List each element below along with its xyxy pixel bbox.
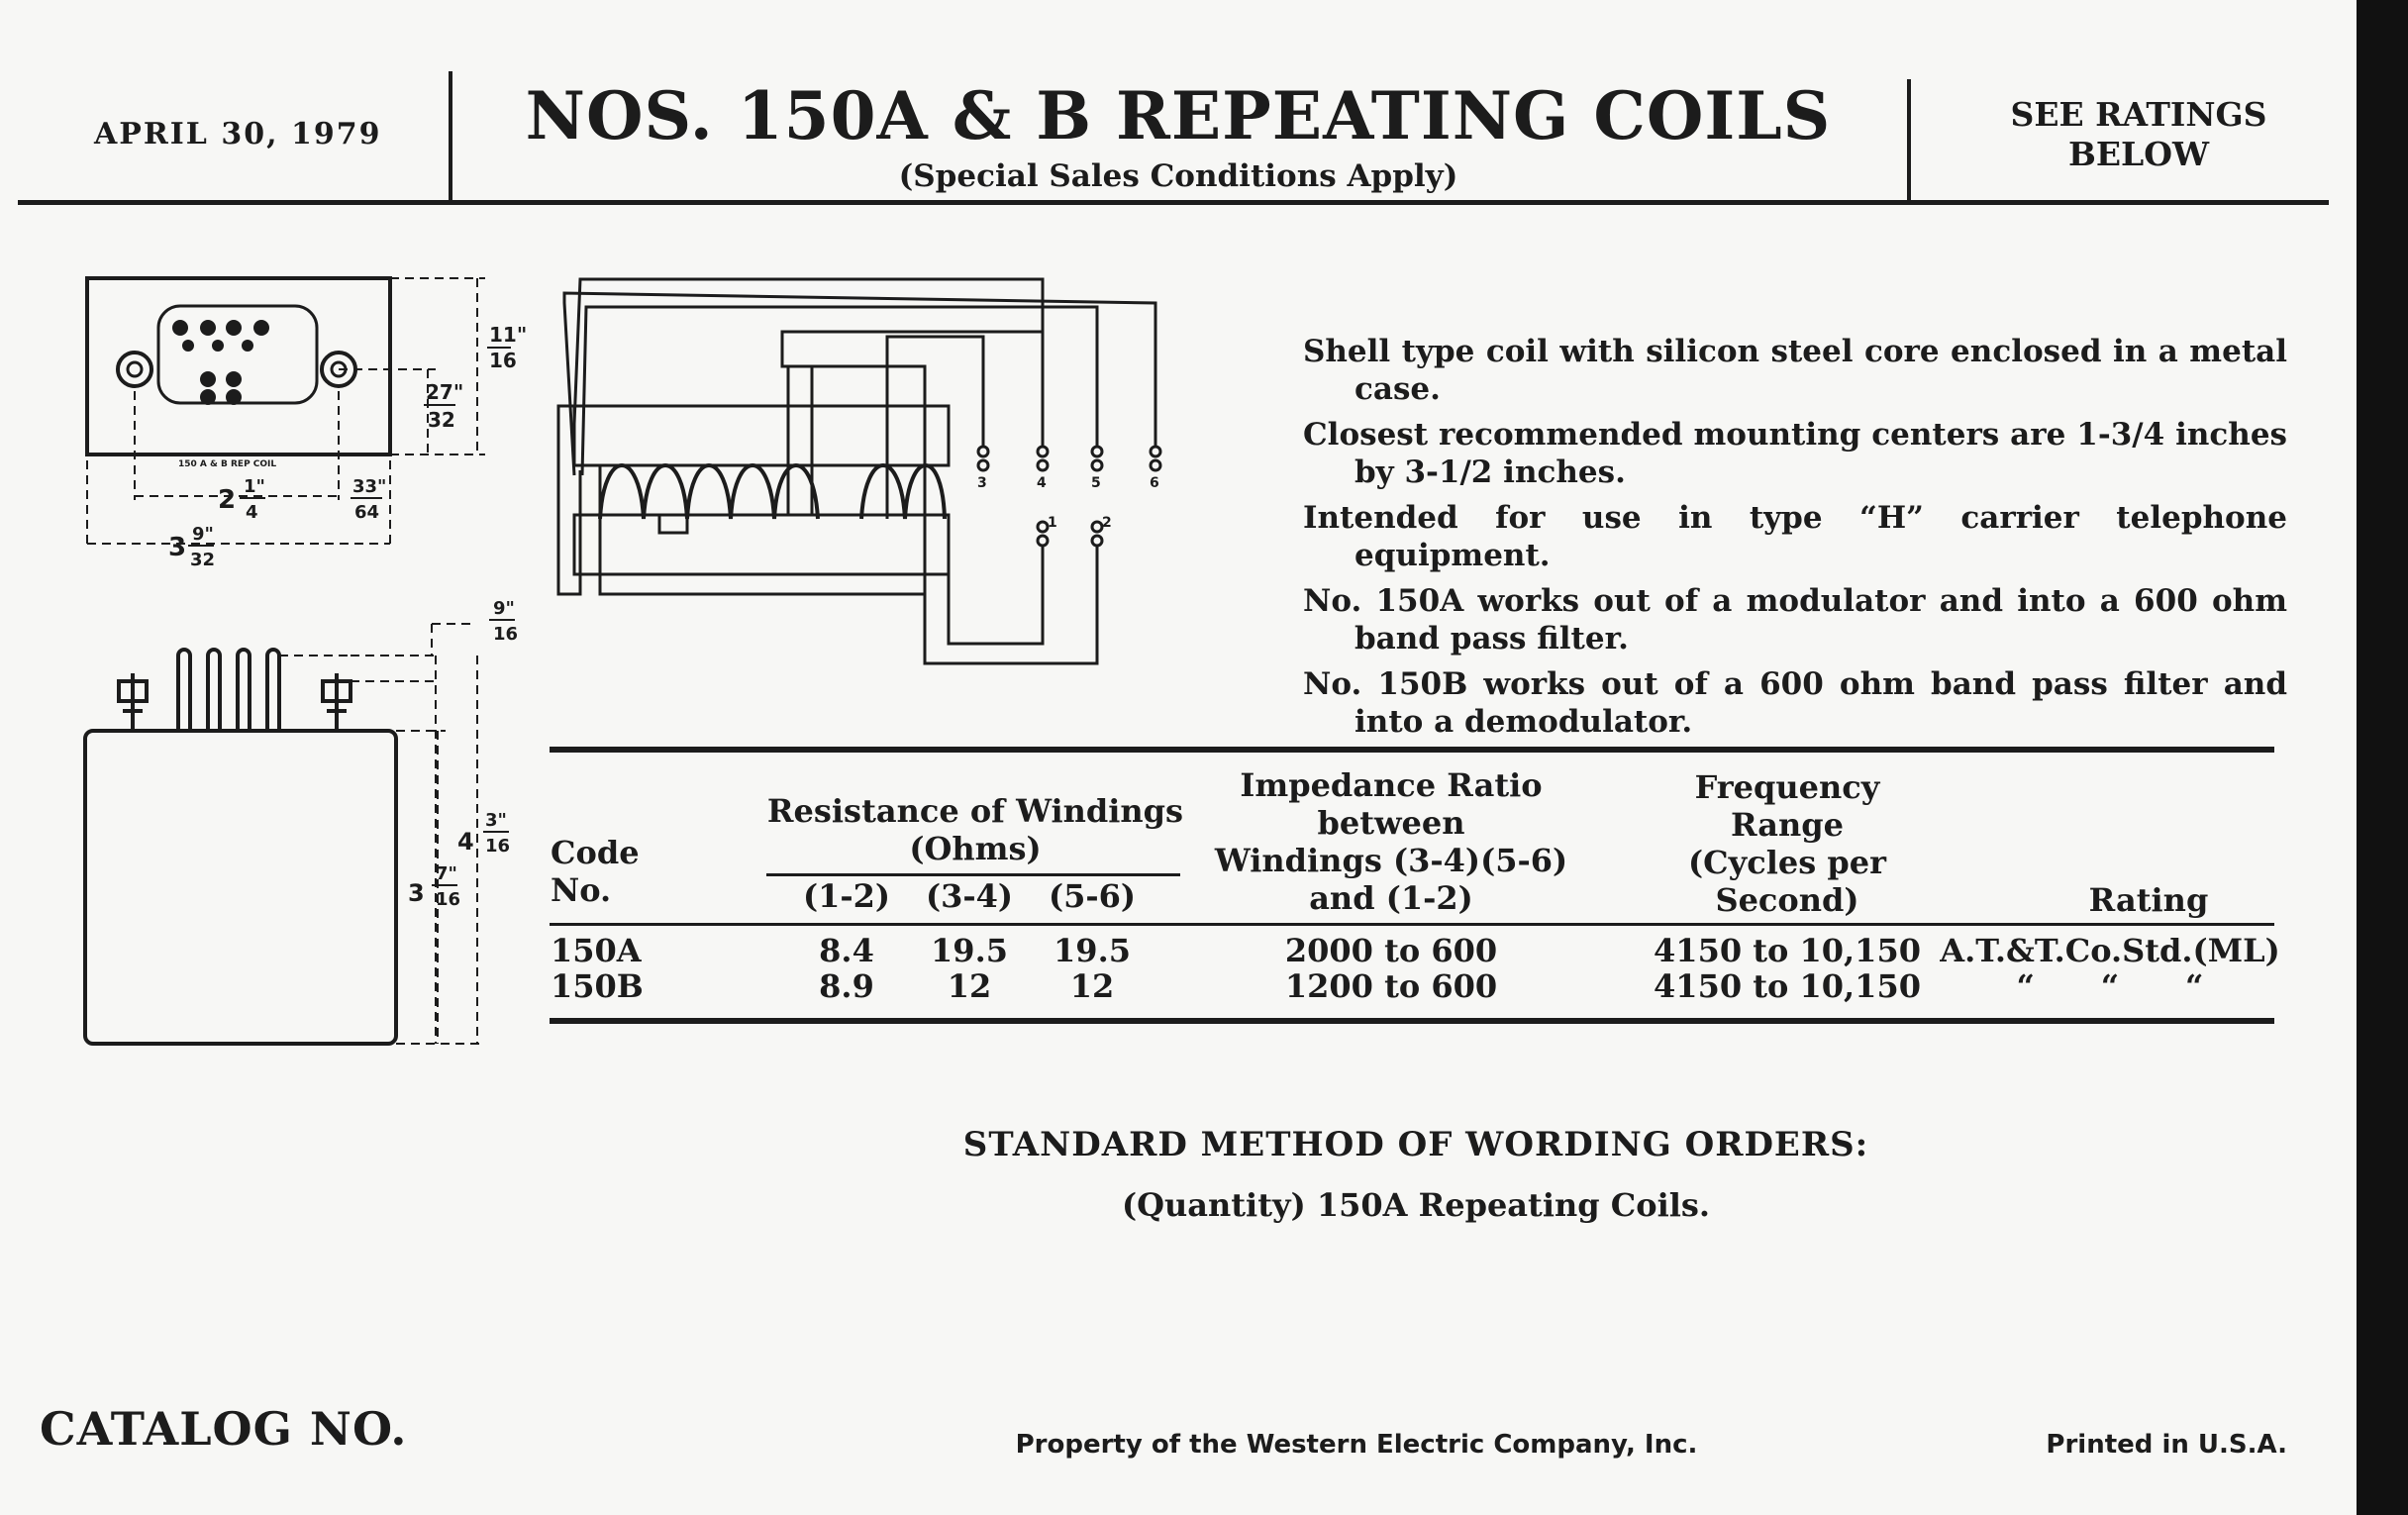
ordering-heading: STANDARD METHOD OF WORDING ORDERS:: [962, 1125, 1869, 1164]
lead-wire-2: [925, 545, 1097, 663]
row-rating: A.T.&T.Co.Std.(ML): [1940, 932, 2280, 969]
description-paragraph: No. 150A works out of a modulator and into a 600 ohm band pass filter.: [1303, 583, 2287, 656]
top-view-drawing: [69, 262, 535, 579]
svg-text:33": 33": [352, 476, 387, 497]
frequency-header: [1644, 768, 1931, 919]
svg-text:3": 3": [485, 810, 507, 831]
side-stud-right: [323, 673, 351, 731]
core-upper: [574, 406, 949, 465]
ordering-example: (Quantity) 150A Repeating Coils.: [1121, 1186, 1711, 1224]
row-frequency: 4150 to 10,150: [1654, 932, 1921, 969]
svg-text:16: 16: [489, 349, 517, 372]
scan-edge: [2357, 0, 2408, 1515]
row-r56: 12: [1069, 967, 1115, 1005]
code-header: [551, 834, 640, 909]
printed-notice: Printed in U.S.A.: [2046, 1430, 2287, 1460]
lead-wire-4: [574, 279, 1043, 446]
row-impedance: 2000 to 600: [1284, 932, 1498, 969]
terminal-label-5: 5: [1091, 475, 1101, 491]
dim-3-7-16: [408, 863, 460, 910]
core-frame: [558, 406, 580, 594]
frequency-header-line: Frequency: [1694, 768, 1880, 806]
date-label: APRIL 30, 1979: [94, 117, 382, 152]
svg-text:16: 16: [436, 889, 461, 910]
table-top-rule: [550, 747, 2274, 753]
mounting-stud-left: [118, 353, 151, 386]
lead-wire-6: [564, 293, 1155, 475]
impedance-header: [1208, 766, 1574, 917]
svg-text:32: 32: [428, 408, 455, 432]
impedance-header-line: Impedance Ratio: [1240, 766, 1543, 804]
description-paragraph: Intended for use in type “H” carrier telephone equipment.: [1303, 500, 2287, 573]
svg-text:4: 4: [457, 828, 474, 856]
svg-text:3: 3: [168, 533, 187, 562]
description-paragraph: Shell type coil with silicon steel core enclosed in a metal case.: [1303, 334, 2287, 407]
winding-coil-1: [600, 465, 818, 519]
page-subtitle: (Special Sales Conditions Apply): [898, 158, 1458, 194]
svg-text:27": 27": [426, 380, 464, 404]
header-rule: [18, 200, 2329, 205]
core-clamp: [659, 515, 687, 533]
resistance-header-line-2: (Ohms): [909, 830, 1042, 867]
row-r34: 19.5: [931, 932, 1008, 969]
row-r12: 8.4: [819, 932, 874, 969]
winding-coil-2: [861, 465, 945, 519]
code-header-line-1: Code: [551, 834, 640, 871]
dim-2-1-4: [218, 476, 265, 523]
dim-27-32: [424, 380, 463, 432]
property-notice: Property of the Western Electric Company, Inc.: [1015, 1430, 1698, 1460]
core-lower: [574, 515, 949, 574]
rating-header: Rating: [2088, 881, 2209, 919]
terminal-pins: [178, 650, 279, 731]
svg-text:9": 9": [493, 598, 515, 619]
terminal-label-6: 6: [1150, 475, 1159, 491]
svg-text:4: 4: [246, 502, 258, 523]
table-header-rule: [550, 923, 2274, 926]
res-col-2-header: (3-4): [925, 877, 1014, 915]
terminal-posts: [978, 447, 1160, 546]
dim-3-9-32: [168, 524, 215, 570]
side-view-case: [85, 731, 396, 1044]
table-bottom-rule: [550, 1018, 2274, 1024]
row-impedance: 1200 to 600: [1284, 967, 1498, 1005]
header-divider-right: [1907, 79, 1911, 204]
description-paragraph: No. 150B works out of a 600 ohm band pass filter and into a demodulator.: [1303, 666, 2287, 740]
row-rating: “ “ “: [2016, 967, 2204, 1005]
side-view-drawing: [69, 594, 535, 1060]
row-frequency: 4150 to 10,150: [1654, 967, 1921, 1005]
lead-wire-loop: [600, 366, 925, 594]
terminal-label-3: 3: [977, 475, 987, 491]
svg-text:16: 16: [493, 624, 519, 645]
frequency-header-line: (Cycles per: [1688, 844, 1886, 881]
resistance-header-line-1: Resistance of Windings: [766, 792, 1184, 830]
lead-wire-1: [949, 545, 1043, 644]
frequency-header-line: Range: [1730, 806, 1845, 844]
dimension-lines-top: [87, 278, 485, 550]
impedance-header-line: and (1-2): [1309, 879, 1473, 917]
svg-text:11": 11": [489, 323, 528, 347]
dimension-lines-side: [279, 624, 485, 1044]
svg-text:16: 16: [485, 836, 511, 857]
row-r34: 12: [947, 967, 992, 1005]
dim-9-16: [489, 598, 518, 645]
res-col-1-header: (1-2): [802, 877, 891, 915]
row-r56: 19.5: [1054, 932, 1131, 969]
res-col-3-header: (5-6): [1048, 877, 1137, 915]
dim-33-64: [351, 476, 386, 523]
terminal-label-1: 1: [1048, 515, 1057, 531]
page-title: NOS. 150A & B REPEATING COILS: [525, 77, 1832, 154]
dim-11-16: [487, 323, 527, 372]
header-divider-left: [449, 71, 452, 202]
dim-4-3-16: [457, 810, 510, 857]
svg-text:1": 1": [244, 476, 265, 497]
ratings-note: [1931, 95, 2347, 173]
code-header-line-2: No.: [551, 871, 612, 909]
wiring-schematic: [545, 267, 1178, 683]
svg-text:9": 9": [192, 524, 214, 545]
lead-wire-loop-2: [782, 332, 1043, 515]
resistance-header: [762, 792, 1188, 867]
product-description: [1303, 333, 2287, 749]
row-code: 150B: [551, 967, 644, 1005]
terminal-lugs: [172, 320, 269, 405]
terminal-label-2: 2: [1102, 515, 1112, 531]
catalog-number-label: CATALOG NO.: [40, 1402, 408, 1456]
impedance-header-line: Windings (3-4)(5-6): [1214, 842, 1568, 879]
side-stud-left: [119, 673, 147, 731]
impedance-header-line: between: [1317, 804, 1465, 842]
svg-text:64: 64: [354, 502, 380, 523]
svg-text:32: 32: [190, 550, 216, 570]
row-r12: 8.9: [819, 967, 874, 1005]
terminal-label-4: 4: [1037, 475, 1047, 491]
top-view-small-marking: 150 A & B REP COIL: [178, 459, 277, 469]
ratings-note-line-1: SEE RATINGS: [2010, 95, 2267, 134]
svg-text:7": 7": [436, 863, 457, 884]
description-paragraph: Closest recommended mounting centers are 1-3/4 inches by 3-1/2 inches.: [1303, 417, 2287, 490]
svg-text:2: 2: [218, 485, 237, 515]
svg-text:3: 3: [408, 879, 425, 907]
resistance-subrule: [766, 873, 1180, 876]
row-code: 150A: [551, 932, 642, 969]
ratings-note-line-2: BELOW: [2067, 134, 2210, 173]
frequency-header-line: Second): [1715, 881, 1859, 919]
